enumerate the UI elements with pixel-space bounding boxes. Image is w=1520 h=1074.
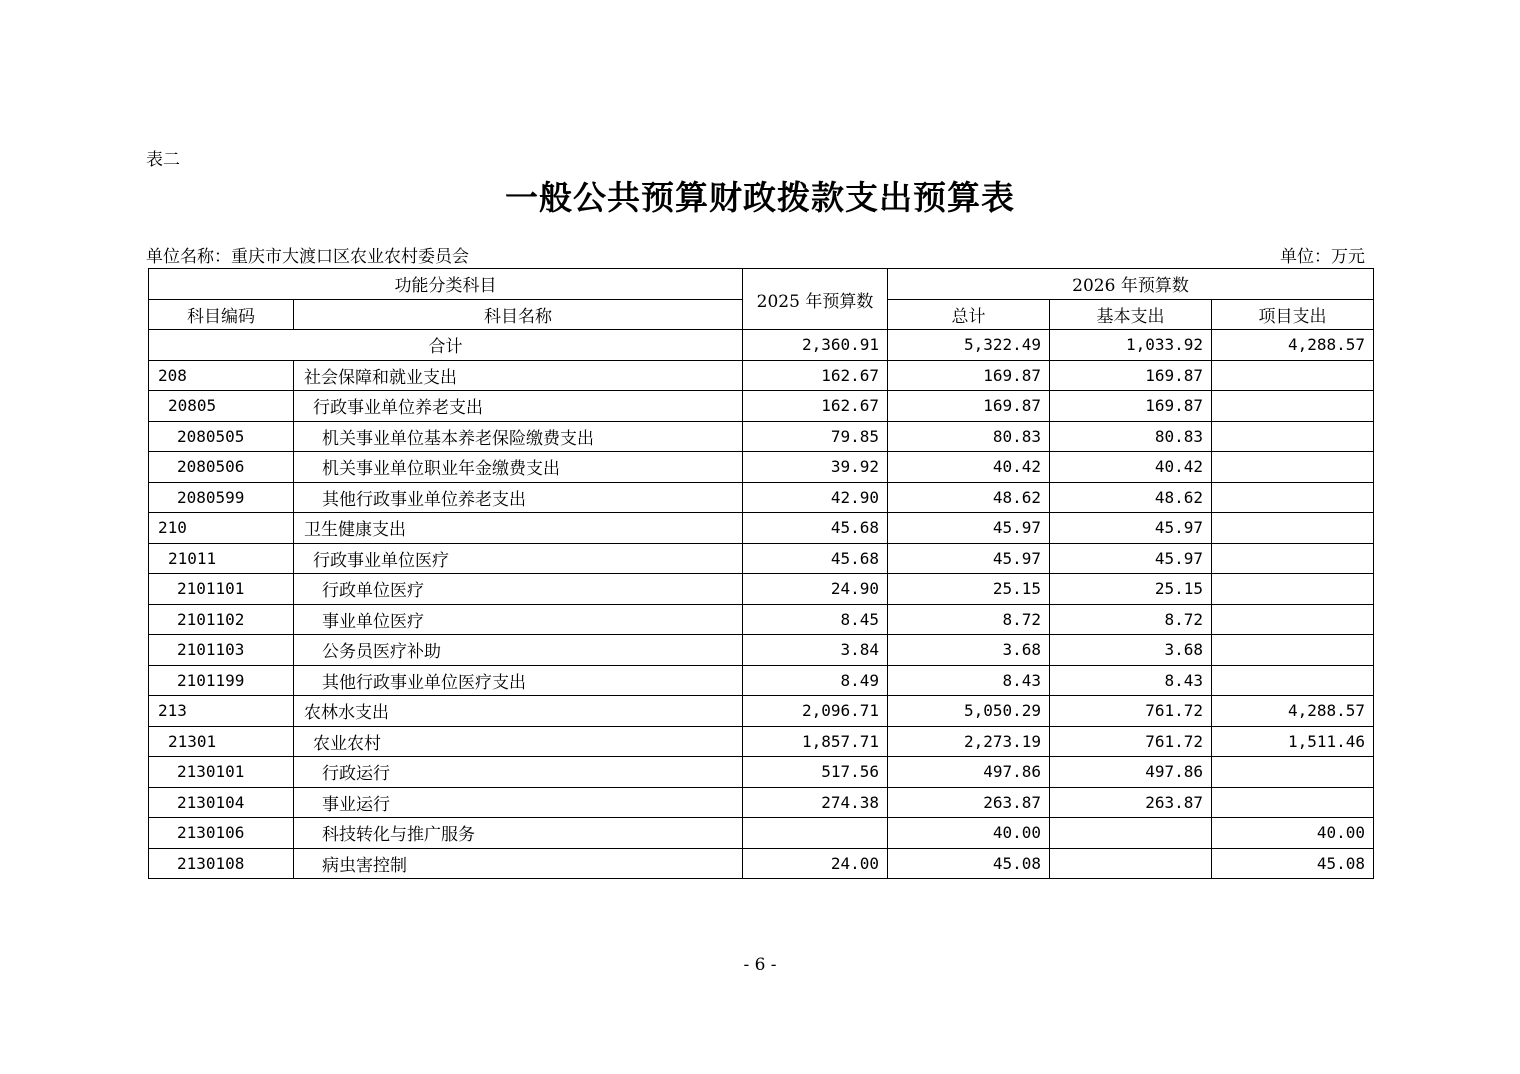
- budget-table: [148, 268, 1374, 879]
- table-row: [149, 787, 1374, 818]
- value-2026-basic: 48.62: [1050, 482, 1212, 513]
- subject-code: 2101101: [149, 574, 294, 605]
- subject-name: 行政单位医疗: [294, 574, 743, 605]
- value-2026-basic: 169.87: [1050, 391, 1212, 422]
- value-2026-project: [1212, 452, 1374, 483]
- header-basic: 基本支出: [1050, 299, 1212, 330]
- table-row: [149, 635, 1374, 666]
- value-2025: 162.67: [743, 360, 888, 391]
- table-row: [149, 452, 1374, 483]
- header-code: 科目编码: [149, 299, 294, 330]
- subject-code: 2130104: [149, 787, 294, 818]
- value-2026-basic: 169.87: [1050, 360, 1212, 391]
- value-2025: 24.90: [743, 574, 888, 605]
- table-row: [149, 696, 1374, 727]
- value-2026-project: [1212, 757, 1374, 788]
- value-2025: 79.85: [743, 421, 888, 452]
- value-2026-basic: 761.72: [1050, 726, 1212, 757]
- subject-code: 2080599: [149, 482, 294, 513]
- summary-project: 4,288.57: [1212, 330, 1374, 361]
- table-row: [149, 665, 1374, 696]
- value-2026-total: 2,273.19: [888, 726, 1050, 757]
- subject-code: 21301: [149, 726, 294, 757]
- value-2025: 45.68: [743, 513, 888, 544]
- value-2026-basic: 45.97: [1050, 543, 1212, 574]
- subject-name: 其他行政事业单位医疗支出: [294, 665, 743, 696]
- subject-name: 科技转化与推广服务: [294, 818, 743, 849]
- value-2026-total: 45.08: [888, 848, 1050, 879]
- value-2026-project: 1,511.46: [1212, 726, 1374, 757]
- subject-name: 行政事业单位医疗: [294, 543, 743, 574]
- subject-code: 2101199: [149, 665, 294, 696]
- value-2025: 274.38: [743, 787, 888, 818]
- table-row: [149, 421, 1374, 452]
- value-2026-project: [1212, 360, 1374, 391]
- value-2026-total: 8.72: [888, 604, 1050, 635]
- value-2026-basic: 45.97: [1050, 513, 1212, 544]
- value-2026-basic: 3.68: [1050, 635, 1212, 666]
- value-2026-total: 5,050.29: [888, 696, 1050, 727]
- value-2026-project: [1212, 574, 1374, 605]
- subject-name: 机关事业单位职业年金缴费支出: [294, 452, 743, 483]
- value-2026-basic: 497.86: [1050, 757, 1212, 788]
- value-2025: 517.56: [743, 757, 888, 788]
- value-2026-basic: [1050, 848, 1212, 879]
- value-2026-project: [1212, 513, 1374, 544]
- value-2026-basic: [1050, 818, 1212, 849]
- value-2026-total: 8.43: [888, 665, 1050, 696]
- header-project: 项目支出: [1212, 299, 1374, 330]
- value-2026-basic: 8.43: [1050, 665, 1212, 696]
- subject-name: 事业运行: [294, 787, 743, 818]
- currency-unit: 单位：万元: [1280, 247, 1365, 267]
- value-2026-basic: 263.87: [1050, 787, 1212, 818]
- value-2026-total: 263.87: [888, 787, 1050, 818]
- value-2025: [743, 818, 888, 849]
- value-2026-project: [1212, 391, 1374, 422]
- table-row: [149, 574, 1374, 605]
- value-2026-project: 45.08: [1212, 848, 1374, 879]
- subject-name: 农林水支出: [294, 696, 743, 727]
- value-2026-project: [1212, 421, 1374, 452]
- document-title: 一般公共预算财政拨款支出预算表: [505, 178, 1015, 217]
- subject-name: 病虫害控制: [294, 848, 743, 879]
- summary-label: 合计: [149, 330, 743, 361]
- value-2025: 24.00: [743, 848, 888, 879]
- value-2026-project: 4,288.57: [1212, 696, 1374, 727]
- subject-code: 208: [149, 360, 294, 391]
- value-2026-basic: 40.42: [1050, 452, 1212, 483]
- table-number: 表二: [146, 150, 180, 170]
- header-total: 总计: [888, 299, 1050, 330]
- summary-total: 5,322.49: [888, 330, 1050, 361]
- subject-code: 213: [149, 696, 294, 727]
- subject-code: 21011: [149, 543, 294, 574]
- summary-2025: 2,360.91: [743, 330, 888, 361]
- value-2025: 3.84: [743, 635, 888, 666]
- value-2026-basic: 25.15: [1050, 574, 1212, 605]
- subject-code: 20805: [149, 391, 294, 422]
- value-2025: 2,096.71: [743, 696, 888, 727]
- value-2026-total: 25.15: [888, 574, 1050, 605]
- value-2026-total: 169.87: [888, 360, 1050, 391]
- subject-name: 农业农村: [294, 726, 743, 757]
- header-name: 科目名称: [294, 299, 743, 330]
- subject-code: 2080505: [149, 421, 294, 452]
- table-row: [149, 543, 1374, 574]
- value-2026-total: 497.86: [888, 757, 1050, 788]
- value-2026-basic: 8.72: [1050, 604, 1212, 635]
- subject-code: 2080506: [149, 452, 294, 483]
- subject-code: 2130108: [149, 848, 294, 879]
- header-budget-2025: 2025 年预算数: [743, 269, 888, 330]
- subject-name: 行政事业单位养老支出: [294, 391, 743, 422]
- table-row: [149, 482, 1374, 513]
- value-2026-total: 40.00: [888, 818, 1050, 849]
- value-2026-project: [1212, 543, 1374, 574]
- summary-basic: 1,033.92: [1050, 330, 1212, 361]
- value-2026-total: 169.87: [888, 391, 1050, 422]
- value-2026-total: 40.42: [888, 452, 1050, 483]
- subject-name: 社会保障和就业支出: [294, 360, 743, 391]
- subject-code: 210: [149, 513, 294, 544]
- value-2026-project: [1212, 787, 1374, 818]
- header-row-1: [149, 269, 1374, 300]
- subject-name: 行政运行: [294, 757, 743, 788]
- table-row: [149, 360, 1374, 391]
- subject-code: 2101103: [149, 635, 294, 666]
- header-func-class: 功能分类科目: [149, 269, 743, 300]
- header-budget-2026: 2026 年预算数: [888, 269, 1374, 300]
- table-row: [149, 818, 1374, 849]
- value-2026-project: 40.00: [1212, 818, 1374, 849]
- subject-code: 2130101: [149, 757, 294, 788]
- value-2026-total: 48.62: [888, 482, 1050, 513]
- value-2026-project: [1212, 635, 1374, 666]
- value-2026-basic: 80.83: [1050, 421, 1212, 452]
- subject-code: 2130106: [149, 818, 294, 849]
- subject-name: 机关事业单位基本养老保险缴费支出: [294, 421, 743, 452]
- subject-name: 其他行政事业单位养老支出: [294, 482, 743, 513]
- value-2026-total: 3.68: [888, 635, 1050, 666]
- value-2026-total: 45.97: [888, 543, 1050, 574]
- value-2025: 39.92: [743, 452, 888, 483]
- value-2026-basic: 761.72: [1050, 696, 1212, 727]
- value-2025: 42.90: [743, 482, 888, 513]
- subject-name: 公务员医疗补助: [294, 635, 743, 666]
- value-2026-total: 80.83: [888, 421, 1050, 452]
- table-row: [149, 604, 1374, 635]
- unit-name: 单位名称：重庆市大渡口区农业农村委员会: [146, 247, 469, 267]
- value-2025: 45.68: [743, 543, 888, 574]
- value-2026-total: 45.97: [888, 513, 1050, 544]
- value-2025: 162.67: [743, 391, 888, 422]
- value-2026-project: [1212, 482, 1374, 513]
- value-2026-project: [1212, 665, 1374, 696]
- subject-code: 2101102: [149, 604, 294, 635]
- value-2026-project: [1212, 604, 1374, 635]
- subject-name: 事业单位医疗: [294, 604, 743, 635]
- subject-name: 卫生健康支出: [294, 513, 743, 544]
- table-row: [149, 848, 1374, 879]
- summary-row: [149, 330, 1374, 361]
- table-row: [149, 726, 1374, 757]
- value-2025: 8.49: [743, 665, 888, 696]
- page-number: - 6 -: [743, 955, 777, 975]
- table-row: [149, 513, 1374, 544]
- value-2025: 8.45: [743, 604, 888, 635]
- value-2025: 1,857.71: [743, 726, 888, 757]
- table-row: [149, 391, 1374, 422]
- table-row: [149, 757, 1374, 788]
